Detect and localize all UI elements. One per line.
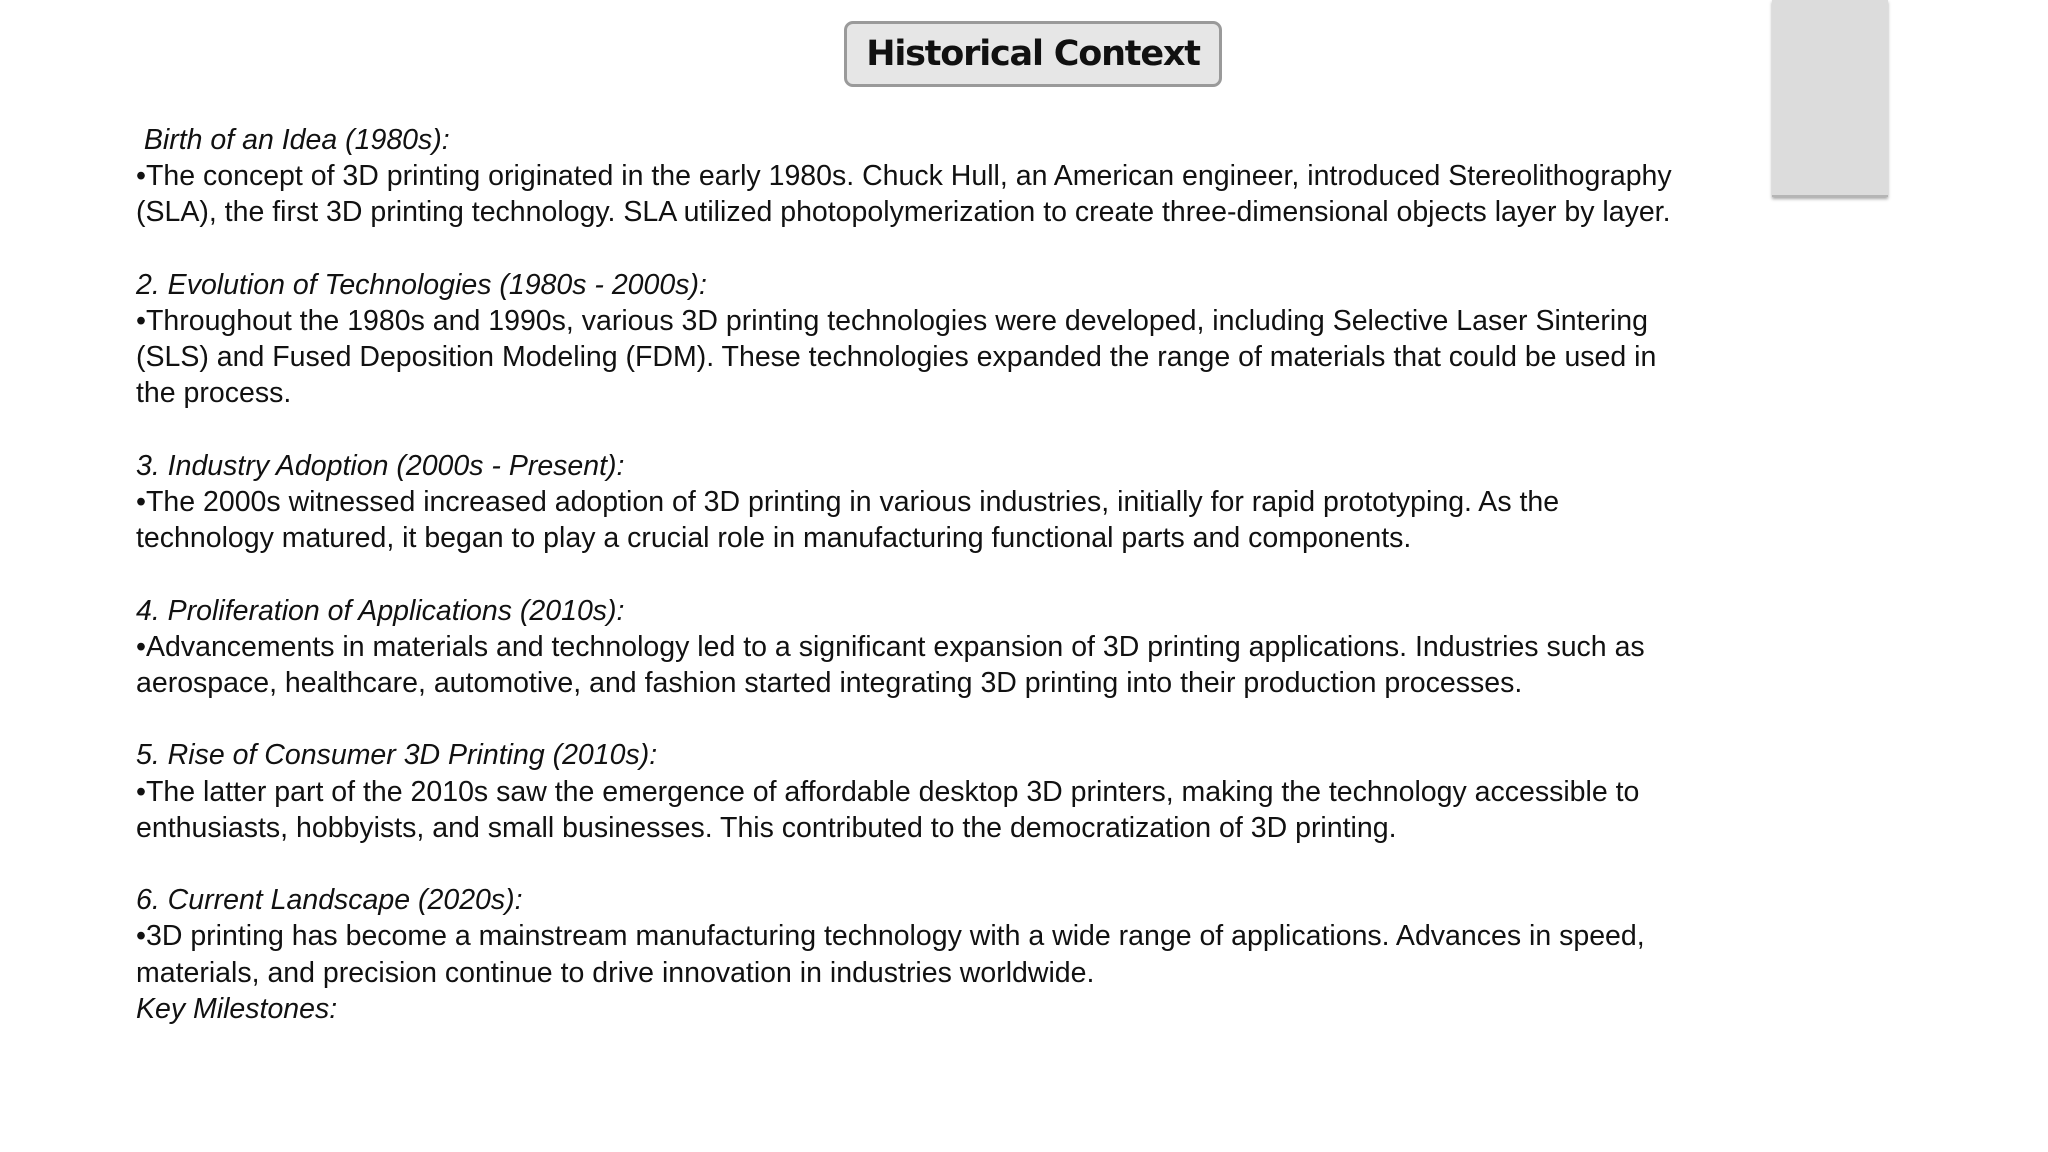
section-text-line: •Throughout the 1980s and 1990s, various 3D printing technologies were developed, including Selective Laser Sintering: [136, 305, 1648, 337]
section-heading: Birth of an Idea (1980s):: [136, 124, 450, 156]
section-spacer: [136, 412, 1776, 448]
title-box: [844, 21, 1222, 87]
section-spacer: [136, 846, 1776, 882]
section-text-line: materials, and precision continue to drive innovation in industries worldwide.: [136, 956, 1095, 989]
section-heading: 6. Current Landscape (2020s):: [136, 884, 523, 917]
section-text-line: technology matured, it began to play a crucial role in manufacturing functional parts and components.: [136, 522, 1412, 555]
section-text-line: •The concept of 3D printing originated in the early 1980s. Chuck Hull, an American engineer, introduced Stereolithography: [136, 160, 1672, 193]
section-text-line: •Advancements in materials and technology led to a significant expansion of 3D printing applications. Industries such as: [136, 630, 1645, 663]
section-spacer: [136, 556, 1776, 592]
content-body: [136, 122, 1776, 1027]
section-text-line: •The 2000s witnessed increased adoption of 3D printing in various industries, initially for rapid prototyping. As the: [136, 486, 1560, 518]
slide-title: Historical Context: [866, 34, 1200, 74]
section-spacer: [136, 701, 1776, 737]
section-text-line: the process.: [136, 377, 292, 410]
section-text-line: •The latter part of the 2010s saw the emergence of affordable desktop 3D printers, making the technology accessible to: [136, 775, 1640, 808]
section-text-line: (SLS) and Fused Deposition Modeling (FDM). These technologies expanded the range of materials that could be used in: [136, 341, 1657, 374]
section-spacer: [136, 231, 1776, 267]
section-heading: 2. Evolution of Technologies (1980s - 2000s):: [136, 268, 707, 301]
section-heading: 4. Proliferation of Applications (2010s):: [136, 594, 625, 627]
key-milestones-heading: Key Milestones:: [136, 992, 338, 1025]
section-heading: 5. Rise of Consumer 3D Printing (2010s):: [136, 739, 658, 772]
section-heading: 3. Industry Adoption (2000s - Present):: [136, 449, 625, 482]
section-text-line: (SLA), the first 3D printing technology. SLA utilized photopolymerization to create three-dimensional objects layer by layer.: [136, 196, 1671, 229]
section-text-line: enthusiasts, hobbyists, and small businesses. This contributed to the democratization of 3D printing.: [136, 811, 1397, 844]
section-text-line: aerospace, healthcare, automotive, and fashion started integrating 3D printing into their production processes.: [136, 667, 1523, 699]
side-tab-panel: [1772, 0, 1888, 197]
section-text-line: •3D printing has become a mainstream manufacturing technology with a wide range of applications. Advances in speed,: [136, 920, 1645, 953]
